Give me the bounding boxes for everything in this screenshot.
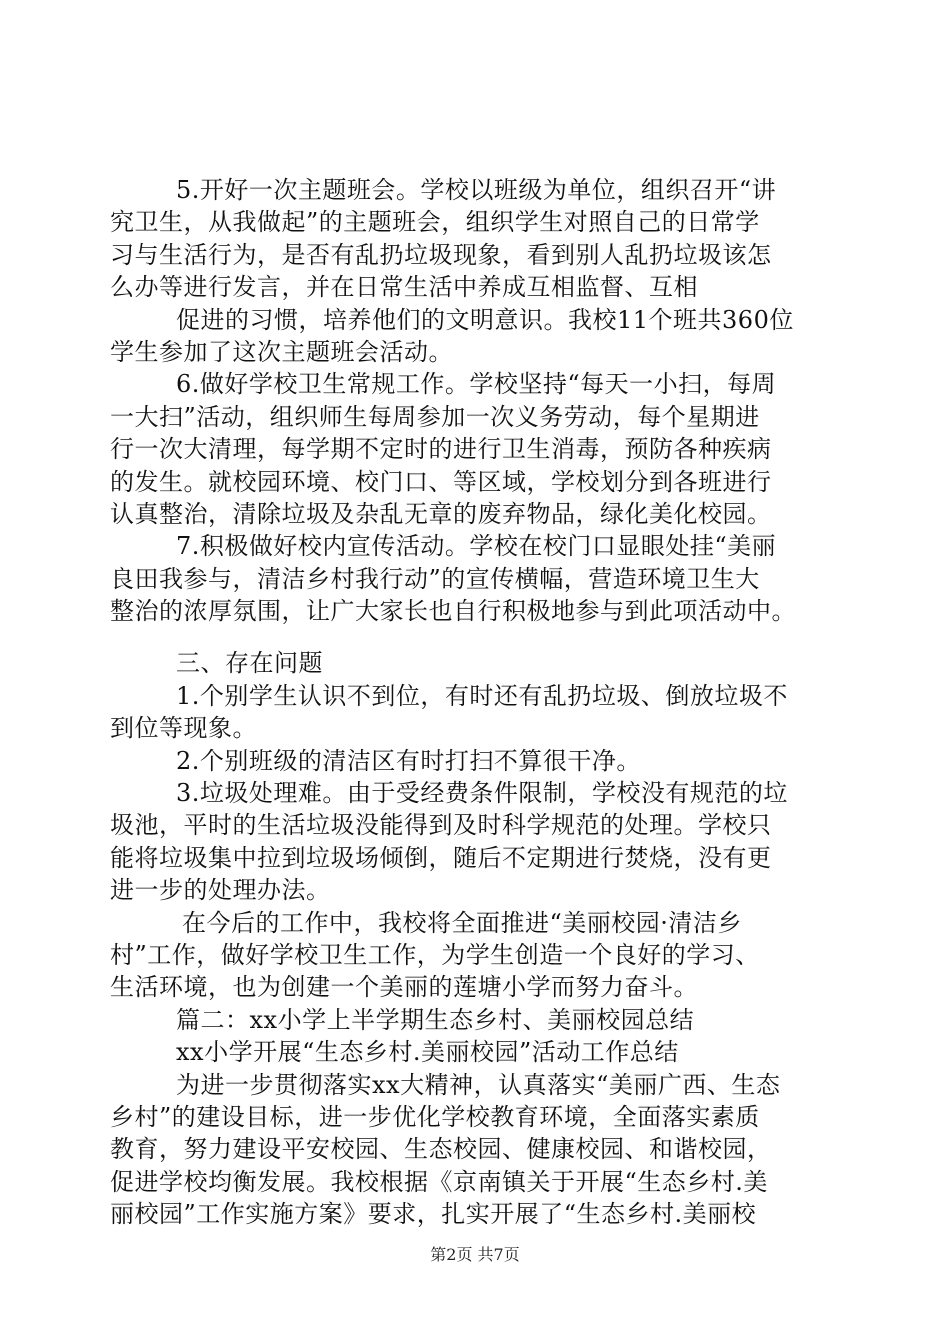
text-line: 整治的浓厚氛围，让广大家长也自行积极地参与到此项活动中。 (110, 597, 796, 626)
text-line: 7.积极做好校内宣传活动。学校在校门口显眼处挂“美丽 (176, 532, 777, 561)
text-line: 促进学校均衡发展。我校根据《京南镇关于开展“生态乡村.美 (110, 1167, 768, 1196)
text-line: 进一步的处理办法。 (110, 876, 331, 905)
text-line: 良田我参与，清洁乡村我行动”的宣传横幅，营造环境卫生大 (110, 564, 760, 593)
text-line: 一大扫”活动，组织师生每周参加一次义务劳动，每个星期进 (110, 402, 760, 431)
text-line: 圾池，平时的生活垃圾没能得到及时科学规范的处理。学校只 (110, 811, 772, 840)
text-line: 行一次大清理，每学期不定时的进行卫生消毒，预防各种疾病 (110, 435, 772, 464)
document-body (110, 174, 850, 1231)
text-line: 6.做好学校卫生常规工作。学校坚持“每天一小扫，每周 (176, 370, 777, 399)
article-heading: 篇二：xx小学上半学期生态乡村、美丽校园总结 (176, 1005, 695, 1034)
section-heading: 三、存在问题 (176, 649, 323, 678)
text-line: 到位等现象。 (110, 714, 257, 743)
text-line: 生活环境，也为创建一个美丽的莲塘小学而努力奋斗。 (110, 973, 698, 1002)
text-line: 5.开好一次主题班会。学校以班级为单位，组织召开“讲 (176, 176, 777, 204)
text-line: 促进的习惯，培养他们的文明意识。我校11个班共360位 (176, 305, 794, 334)
text-line: 乡村”的建设目标，进一步优化学校教育环境，全面落实素质 (110, 1102, 760, 1131)
text-line: 为进一步贯彻落实xx大精神，认真落实“美丽广西、生态 (176, 1070, 781, 1099)
text-line: 2.个别班级的清洁区有时打扫不算很干净。 (176, 746, 641, 775)
article-subtitle: xx小学开展“生态乡村.美丽校园”活动工作总结 (176, 1038, 679, 1067)
text-line: 丽校园”工作实施方案》要求，扎实开展了“生态乡村.美丽校 (110, 1200, 757, 1229)
text-line: 村”工作，做好学校卫生工作，为学生创造一个良好的学习、 (110, 940, 760, 969)
text-line: 究卫生，从我做起”的主题班会，组织学生对照自己的日常学 (110, 208, 760, 237)
text-line: 3.垃圾处理难。由于受经费条件限制，学校没有规范的垃 (176, 779, 788, 808)
text-line: 1.个别学生认识不到位，有时还有乱扔垃圾、倒放垃圾不 (176, 681, 788, 710)
text-line: 的发生。就校园环境、校门口、等区域，学校划分到各班进行 (110, 467, 772, 496)
text-line: 么办等进行发言，并在日常生活中养成互相监督、互相 (110, 273, 698, 302)
text-line: 能将垃圾集中拉到垃圾场倾倒，随后不定期进行焚烧，没有更 (110, 843, 772, 872)
text-line: 认真整治，清除垃圾及杂乱无章的废弃物品，绿化美化校园。 (110, 499, 772, 528)
page-footer: 第2页 共7页 (430, 1245, 520, 1264)
text-line: 习与生活行为，是否有乱扔垃圾现象，看到别人乱扔垃圾该怎 (110, 240, 772, 269)
text-line: 在今后的工作中，我校将全面推进“美丽校园·清洁乡 (182, 908, 742, 937)
section-gap (110, 627, 850, 647)
text-line: 学生参加了这次主题班会活动。 (110, 337, 453, 366)
text-line: 教育，努力建设平安校园、生态校园、健康校园、和谐校园， (110, 1135, 772, 1164)
